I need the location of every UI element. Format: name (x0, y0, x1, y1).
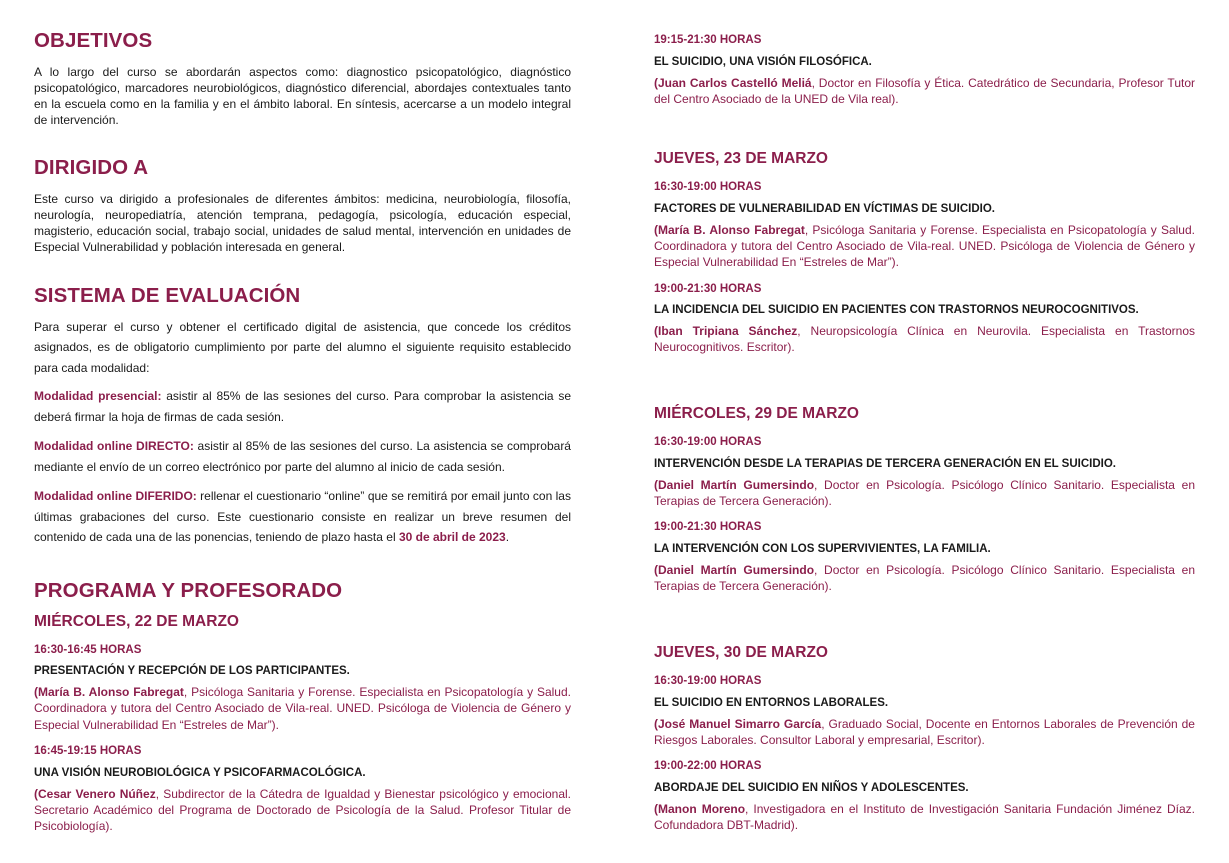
speaker-name: (Manon Moreno (654, 801, 746, 816)
session-title: PRESENTACIÓN Y RECEPCIÓN DE LOS PARTICIPANTES. (34, 665, 350, 678)
session-title: INTERVENCIÓN DESDE LA TERAPIAS DE TERCERA GENERACIÓN EN EL SUICIDIO. (654, 457, 1116, 470)
session-speaker (654, 222, 1195, 271)
speaker-desc: , Doctor en Psicología. Psicólogo Clínico Sanitario. Especialista en Terapias de Tercera Generación). (654, 562, 1195, 594)
session-speaker (654, 323, 1195, 356)
session-title: ABORDAJE DEL SUICIDIO EN NIÑOS Y ADOLESCENTES. (654, 782, 969, 795)
speaker-name: (Iban Tripiana Sánchez (654, 324, 798, 339)
session-title: UNA VISIÓN NEUROBIOLÓGICA Y PSICOFARMACOLÓGICA. (34, 766, 366, 779)
session (654, 521, 1195, 594)
objetivos-section (34, 30, 571, 129)
session-speaker (654, 716, 1195, 749)
session (654, 283, 1195, 356)
programa-heading: PROGRAMA Y PROFESORADO (34, 579, 343, 602)
evaluacion-intro: Para superar el curso y obtener el certificado digital de asistencia, que concede los créditos asignados, es de obligatorio cumplimiento por parte del alumno el siguiente requisito establecido para cada modalidad: (34, 319, 571, 375)
speaker-name: (Cesar Venero Núñez (34, 786, 156, 801)
session-time: 16:30-19:00 HORAS (654, 675, 762, 688)
day-heading: MIÉRCOLES, 22 DE MARZO (34, 612, 239, 630)
session (654, 760, 1195, 833)
speaker-desc: , Subdirector de la Cátedra de Igualdad y Bienestar psicológico y emocional. Secretario Académico del Programa de Doctorado de Psicología de la Salud. Profesor Titular de Psicobiología). (34, 786, 571, 834)
speaker-desc: , Doctor en Filosofía y Ética. Catedrático de Secundaria, Profesor Tutor del Centro Asociado de la UNED de Vila real). (654, 75, 1195, 106)
modalidad-directo-text: asistir al 85% de las sesiones del curso. La asistencia se comprobará mediante el envío de un correo electrónico por parte del alumno al inicio de cada sesión. (34, 439, 571, 474)
modalidad-diferido-text: rellenar el cuestionario “online” que se remitirá por email junto con las últimas grabaciones del curso. Este cuestionario consiste en realizar un breve resumen del contenido de cada una de las ponencias, teniendo de plazo hasta el (34, 489, 571, 545)
evaluacion-section (34, 285, 571, 548)
modalidad-presencial-text: asistir al 85% de las sesiones del curso. Para comprobar la asistencia se deberá firmar la hoja de firmas de cada sesión. (34, 389, 571, 424)
speaker-name: (Daniel Martín Gumersindo (654, 477, 815, 492)
speaker-name: (José Manuel Simarro García (654, 716, 822, 731)
day-block (654, 405, 1195, 594)
speaker-desc: , Neuropsicología Clínica en Neurovila. Especialista en Trastornos Neurocognitivos. Escritor). (654, 324, 1196, 355)
session-time: 19:15-21:30 HORAS (654, 34, 762, 46)
modalidad-diferido (34, 486, 571, 548)
session-time: 16:30-19:00 HORAS (654, 181, 762, 194)
session (654, 436, 1195, 509)
speaker-name: (Daniel Martín Gumersindo (654, 562, 815, 577)
day-heading: MIÉRCOLES, 29 DE MARZO (654, 405, 859, 422)
session-speaker (34, 786, 571, 835)
speaker-desc: , Psicóloga Sanitaria y Forense. Especialista en Psicopatología y Salud. Coordinadora y tutora del Centro Asociado de Vila-real. UNED. Psicóloga de Violencia de Género y Especial Vulnerabilidad En “Estreles de Mar”). (654, 222, 1195, 270)
modalidad-presencial-label: Modalidad presencial: (34, 389, 162, 404)
day-heading: JUEVES, 30 DE MARZO (654, 644, 828, 661)
session (654, 675, 1195, 748)
session-time: 19:00-21:30 HORAS (654, 282, 762, 295)
session-title: EL SUICIDIO EN ENTORNOS LABORALES. (654, 696, 889, 709)
session-title: LA INCIDENCIA DEL SUICIDIO EN PACIENTES CON TRASTORNOS NEUROCOGNITIVOS. (654, 304, 1139, 317)
modalidad-diferido-label: Modalidad online DIFERIDO: (34, 489, 197, 504)
speaker-desc: , Doctor en Psicología. Psicólogo Clínico Sanitario. Especialista en Terapias de Tercera Generación). (654, 477, 1195, 508)
programa-section (34, 580, 571, 835)
speaker-desc: , Psicóloga Sanitaria y Forense. Especialista en Psicopatología y Salud. Coordinadora y tutora del Centro Asociado de Vila-real. UNED. Psicóloga de Violencia de Género y Especial Vulnerabilidad En “Estreles de Mar”). (34, 685, 571, 732)
session-speaker (654, 801, 1195, 834)
session-speaker (654, 75, 1195, 108)
modalidad-directo-label: Modalidad online DIRECTO: (34, 439, 194, 454)
deadline-end: . (505, 530, 510, 545)
session-time: 16:45-19:15 HORAS (34, 745, 142, 758)
day-heading: JUEVES, 23 DE MARZO (654, 150, 828, 167)
session-speaker (654, 477, 1195, 510)
session (654, 181, 1195, 270)
session-speaker (34, 684, 571, 733)
session (34, 745, 571, 834)
day-block (654, 644, 1195, 833)
objetivos-heading: OBJETIVOS (34, 29, 153, 52)
session (654, 34, 1195, 107)
session-title: EL SUICIDIO, UNA VISIÓN FILOSÓFICA. (654, 55, 872, 68)
session-time: 19:00-22:00 HORAS (654, 760, 762, 773)
modalidad-presencial (34, 386, 571, 427)
dirigido-section (34, 157, 571, 256)
speaker-name: (María B. Alonso Fabregat (34, 685, 184, 700)
session-time: 16:30-19:00 HORAS (654, 436, 762, 449)
session-time: 16:30-16:45 HORAS (34, 643, 142, 656)
speaker-name: (María B. Alonso Fabregat (654, 222, 805, 237)
modalidad-directo (34, 436, 571, 477)
speaker-desc: , Graduado Social, Docente en Entornos Laborales de Prevención de Riesgos Laborales. Consultor Laboral y empresarial, Escritor). (654, 716, 1195, 747)
session-title: LA INTERVENCIÓN CON LOS SUPERVIVIENTES, LA FAMILIA. (654, 543, 991, 556)
speaker-name: (Juan Carlos Castelló Meliá (654, 75, 812, 90)
session-time: 19:00-21:30 HORAS (654, 521, 762, 534)
day-block (654, 150, 1195, 356)
objetivos-text: A lo largo del curso se abordarán aspectos como: diagnostico psicopatológico, diagnóstico psicopatológico, marcadores neurobiológicos, diagnóstico diferencial, abordajes contextuales tanto en la escuela como en la familia y en el ámbito laboral. En síntesis, acercarse a un modelo integral de intervención. (34, 64, 571, 128)
session-title: FACTORES DE VULNERABILIDAD EN VÍCTIMAS DE SUICIDIO. (654, 202, 995, 215)
dirigido-heading: DIRIGIDO A (34, 156, 149, 179)
deadline-date: 30 de abril de 2023 (398, 530, 506, 545)
session (34, 644, 571, 733)
speaker-desc: , Investigadora en el Instituto de Investigación Sanitaria Fundación Jiménez Díaz. Cofundadora DBT-Madrid). (654, 801, 1195, 833)
session-speaker (654, 562, 1195, 595)
evaluacion-heading: SISTEMA DE EVALUACIÓN (34, 284, 301, 307)
dirigido-text: Este curso va dirigido a profesionales de diferentes ámbitos: medicina, neurobiología, filosofía, neurología, neuropediatría, atención temprana, pedagogía, psicología, educación especial, magisterio, educación social, trabajo social, unidades de salud mental, intervención en unidades de Especial Vulnerabilidad y población interesada en general. (34, 191, 571, 255)
